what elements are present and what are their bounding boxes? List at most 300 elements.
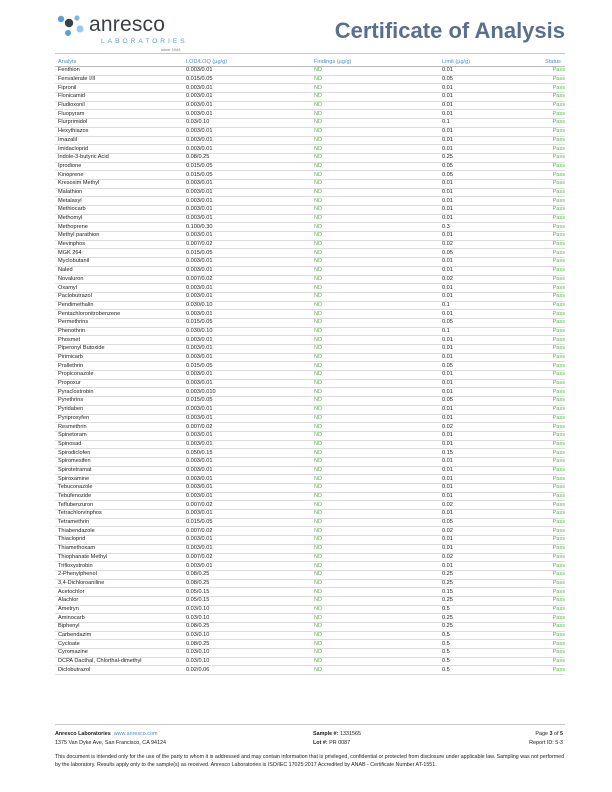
limit-cell: 0.02 <box>439 501 542 510</box>
table-row <box>55 162 565 171</box>
status-cell: Pass <box>542 466 565 475</box>
findings-cell: ND <box>311 153 439 162</box>
table-row <box>55 640 565 649</box>
limit-cell: 0.01 <box>439 475 542 484</box>
status-cell: Pass <box>542 596 565 605</box>
lod-loq-cell: 0.007/0.02 <box>183 527 311 536</box>
analyte-cell: MGK 264 <box>55 249 183 258</box>
table-row <box>55 623 565 632</box>
findings-cell: ND <box>311 588 439 597</box>
table-row <box>55 292 565 301</box>
limit-cell: 0.5 <box>439 640 542 649</box>
lod-loq-cell: 0.08/0.25 <box>183 623 311 632</box>
findings-cell: ND <box>311 510 439 519</box>
table-row <box>55 414 565 423</box>
findings-cell: ND <box>311 640 439 649</box>
analyte-cell: Tetrachlorvinphos <box>55 510 183 519</box>
table-row <box>55 379 565 388</box>
column-header-analyte: Analyte <box>58 59 77 65</box>
table-row <box>55 145 565 154</box>
table-row <box>55 440 565 449</box>
limit-cell: 0.01 <box>439 127 542 136</box>
lod-loq-cell: 0.003/0.01 <box>183 405 311 414</box>
table-row <box>55 501 565 510</box>
table-row <box>55 232 565 241</box>
limit-cell: 0.01 <box>439 484 542 493</box>
findings-cell: ND <box>311 223 439 232</box>
table-row <box>55 119 565 128</box>
analyte-cell: Fenvalerate I/II <box>55 75 183 84</box>
findings-cell: ND <box>311 562 439 571</box>
status-cell: Pass <box>542 318 565 327</box>
status-cell: Pass <box>542 327 565 336</box>
lod-loq-cell: 0.030/0.10 <box>183 327 311 336</box>
column-header-status: Status <box>545 59 561 65</box>
lod-loq-cell: 0.08/0.25 <box>183 153 311 162</box>
limit-cell: 0.01 <box>439 388 542 397</box>
limit-cell: 0.01 <box>439 136 542 145</box>
analyte-cell: Cyromazine <box>55 649 183 658</box>
findings-cell: ND <box>311 110 439 119</box>
limit-cell: 0.01 <box>439 336 542 345</box>
page-title: Certificate of Analysis <box>334 18 565 43</box>
limit-cell: 0.01 <box>439 562 542 571</box>
lod-loq-cell: 0.015/0.05 <box>183 318 311 327</box>
lod-loq-cell: 0.003/0.01 <box>183 110 311 119</box>
status-cell: Pass <box>542 579 565 588</box>
lod-loq-cell: 0.003/0.01 <box>183 214 311 223</box>
analyte-cell: Methiocarb <box>55 206 183 215</box>
limit-cell: 0.01 <box>439 258 542 267</box>
findings-cell: ND <box>311 171 439 180</box>
analyte-cell: Spinetoram <box>55 431 183 440</box>
table-row <box>55 153 565 162</box>
findings-cell: ND <box>311 501 439 510</box>
analyte-cell: Kinoprene <box>55 171 183 180</box>
status-cell: Pass <box>542 492 565 501</box>
table-row <box>55 536 565 545</box>
findings-cell: ND <box>311 162 439 171</box>
status-cell: Pass <box>542 136 565 145</box>
limit-cell: 0.05 <box>439 518 542 527</box>
analyte-cell: Propiconazole <box>55 371 183 380</box>
table-row <box>55 197 565 206</box>
table-row <box>55 657 565 666</box>
analyte-cell: Naled <box>55 266 183 275</box>
analyte-cell: Flonicamid <box>55 93 183 102</box>
column-header-findings: Findings (µg/g) <box>314 59 352 65</box>
table-row <box>55 605 565 614</box>
status-cell: Pass <box>542 101 565 110</box>
findings-cell: ND <box>311 596 439 605</box>
status-cell: Pass <box>542 93 565 102</box>
limit-cell: 0.01 <box>439 379 542 388</box>
lod-loq-cell: 0.003/0.01 <box>183 510 311 519</box>
analyte-cell: Phosmet <box>55 336 183 345</box>
table-row <box>55 423 565 432</box>
table-row <box>55 136 565 145</box>
status-cell: Pass <box>542 423 565 432</box>
limit-cell: 0.02 <box>439 275 542 284</box>
table-row <box>55 67 565 76</box>
footer-lab-info <box>55 730 166 748</box>
lod-loq-cell: 0.03/0.10 <box>183 649 311 658</box>
status-cell: Pass <box>542 353 565 362</box>
lod-loq-cell: 0.08/0.25 <box>183 570 311 579</box>
lod-loq-cell: 0.003/0.01 <box>183 440 311 449</box>
table-row <box>55 249 565 258</box>
findings-cell: ND <box>311 284 439 293</box>
findings-cell: ND <box>311 362 439 371</box>
table-row <box>55 240 565 249</box>
analyte-cell: Thiabendazole <box>55 527 183 536</box>
status-cell: Pass <box>542 179 565 188</box>
findings-cell: ND <box>311 119 439 128</box>
table-row <box>55 110 565 119</box>
table-row <box>55 93 565 102</box>
analyte-cell: Pirimicarb <box>55 353 183 362</box>
limit-cell: 0.05 <box>439 171 542 180</box>
status-cell: Pass <box>542 657 565 666</box>
analyte-cell: Spiromesifen <box>55 457 183 466</box>
status-cell: Pass <box>542 614 565 623</box>
analyte-cell: Myclobutanil <box>55 258 183 267</box>
status-cell: Pass <box>542 188 565 197</box>
lod-loq-cell: 0.003/0.01 <box>183 475 311 484</box>
findings-cell: ND <box>311 301 439 310</box>
analyte-cell: Prallethrin <box>55 362 183 371</box>
limit-cell: 0.5 <box>439 649 542 658</box>
status-cell: Pass <box>542 640 565 649</box>
table-row <box>55 397 565 406</box>
limit-cell: 0.1 <box>439 327 542 336</box>
footer-sample-info <box>313 730 361 748</box>
findings-cell: ND <box>311 127 439 136</box>
findings-cell: ND <box>311 553 439 562</box>
lod-loq-cell: 0.003/0.01 <box>183 457 311 466</box>
lod-loq-cell: 0.003/0.01 <box>183 536 311 545</box>
analyte-cell: Kresoxim Methyl <box>55 179 183 188</box>
limit-cell: 0.25 <box>439 614 542 623</box>
findings-cell: ND <box>311 275 439 284</box>
analyte-cell: Hexythiazox <box>55 127 183 136</box>
analyte-cell: Spirotetramat <box>55 466 183 475</box>
analyte-cell: Fipronil <box>55 84 183 93</box>
table-row <box>55 614 565 623</box>
lod-loq-cell: 0.003/0.01 <box>183 206 311 215</box>
lod-loq-cell: 0.05/0.15 <box>183 596 311 605</box>
analyte-cell: DCPA Dacthal, Chlorthal-dimethyl <box>55 657 183 666</box>
lod-loq-cell: 0.003/0.01 <box>183 310 311 319</box>
findings-cell: ND <box>311 614 439 623</box>
findings-cell: ND <box>311 536 439 545</box>
status-cell: Pass <box>542 440 565 449</box>
table-header-row <box>55 58 565 67</box>
findings-cell: ND <box>311 649 439 658</box>
analyte-cell: Imidacloprid <box>55 145 183 154</box>
analyte-cell: Diclobutrazol <box>55 666 183 675</box>
table-row <box>55 588 565 597</box>
limit-cell: 0.02 <box>439 527 542 536</box>
lod-loq-cell: 0.003/0.01 <box>183 562 311 571</box>
lod-loq-cell: 0.003/0.01 <box>183 371 311 380</box>
status-cell: Pass <box>542 67 565 76</box>
status-cell: Pass <box>542 171 565 180</box>
table-row <box>55 449 565 458</box>
limit-cell: 0.01 <box>439 179 542 188</box>
findings-cell: ND <box>311 623 439 632</box>
status-cell: Pass <box>542 345 565 354</box>
status-cell: Pass <box>542 162 565 171</box>
findings-cell: ND <box>311 379 439 388</box>
sample-number: 1331565 <box>339 731 361 737</box>
lod-loq-cell: 0.003/0.01 <box>183 101 311 110</box>
findings-cell: ND <box>311 84 439 93</box>
limit-cell: 0.01 <box>439 232 542 241</box>
limit-cell: 0.01 <box>439 93 542 102</box>
table-row <box>55 101 565 110</box>
status-cell: Pass <box>542 631 565 640</box>
status-cell: Pass <box>542 240 565 249</box>
lod-loq-cell: 0.003/0.01 <box>183 127 311 136</box>
findings-cell: ND <box>311 475 439 484</box>
analyte-cell: Pentachloronitrobenzene <box>55 310 183 319</box>
limit-cell: 0.01 <box>439 188 542 197</box>
limit-cell: 0.01 <box>439 544 542 553</box>
limit-cell: 0.01 <box>439 266 542 275</box>
limit-cell: 0.25 <box>439 570 542 579</box>
lod-loq-cell: 0.015/0.05 <box>183 397 311 406</box>
findings-cell: ND <box>311 371 439 380</box>
analyte-cell: Biphenyl <box>55 623 183 632</box>
lod-loq-cell: 0.02/0.06 <box>183 666 311 675</box>
table-row <box>55 84 565 93</box>
limit-cell: 0.25 <box>439 153 542 162</box>
findings-cell: ND <box>311 249 439 258</box>
status-cell: Pass <box>542 379 565 388</box>
status-cell: Pass <box>542 388 565 397</box>
lod-loq-cell: 0.007/0.02 <box>183 240 311 249</box>
limit-cell: 0.02 <box>439 423 542 432</box>
analyte-cell: Thiamethoxam <box>55 544 183 553</box>
lod-loq-cell: 0.03/0.10 <box>183 605 311 614</box>
table-row <box>55 327 565 336</box>
analyte-cell: Spinosad <box>55 440 183 449</box>
limit-cell: 0.25 <box>439 596 542 605</box>
analyte-cell: Teflubenzuron <box>55 501 183 510</box>
table-row <box>55 553 565 562</box>
limit-cell: 0.05 <box>439 397 542 406</box>
limit-cell: 0.5 <box>439 657 542 666</box>
page-total: 5 <box>560 731 563 737</box>
status-cell: Pass <box>542 666 565 675</box>
analyte-cell: Mevinphos <box>55 240 183 249</box>
table-row <box>55 301 565 310</box>
footer-divider <box>55 724 565 725</box>
status-cell: Pass <box>542 588 565 597</box>
lod-loq-cell: 0.003/0.01 <box>183 197 311 206</box>
status-cell: Pass <box>542 197 565 206</box>
status-cell: Pass <box>542 475 565 484</box>
table-row <box>55 371 565 380</box>
limit-cell: 0.15 <box>439 449 542 458</box>
limit-cell: 0.01 <box>439 292 542 301</box>
limit-cell: 0.25 <box>439 579 542 588</box>
table-row <box>55 266 565 275</box>
findings-cell: ND <box>311 179 439 188</box>
table-row <box>55 310 565 319</box>
limit-cell: 0.01 <box>439 310 542 319</box>
analyte-cell: Carbendazim <box>55 631 183 640</box>
limit-cell: 0.01 <box>439 345 542 354</box>
table-row <box>55 666 565 675</box>
analyte-cell: Propoxur <box>55 379 183 388</box>
sample-label: Sample #: <box>313 731 339 737</box>
lod-loq-cell: 0.03/0.10 <box>183 631 311 640</box>
analyte-cell: Pyraclostrobin <box>55 388 183 397</box>
lod-loq-cell: 0.100/0.30 <box>183 223 311 232</box>
table-row <box>55 631 565 640</box>
analyte-cell: Ametryn <box>55 605 183 614</box>
status-cell: Pass <box>542 605 565 614</box>
findings-cell: ND <box>311 214 439 223</box>
limit-cell: 0.01 <box>439 67 542 76</box>
status-cell: Pass <box>542 336 565 345</box>
status-cell: Pass <box>542 310 565 319</box>
table-row <box>55 318 565 327</box>
status-cell: Pass <box>542 518 565 527</box>
limit-cell: 0.1 <box>439 301 542 310</box>
footer-website-link[interactable]: www.anresco.com <box>113 731 158 737</box>
findings-cell: ND <box>311 414 439 423</box>
analyte-cell: Malathion <box>55 188 183 197</box>
analyte-cell: Piperonyl Butoxide <box>55 345 183 354</box>
status-cell: Pass <box>542 301 565 310</box>
logo-since: since 1943 <box>161 47 181 52</box>
page-prefix: Page <box>535 731 548 737</box>
lod-loq-cell: 0.003/0.01 <box>183 188 311 197</box>
table-row <box>55 405 565 414</box>
status-cell: Pass <box>542 232 565 241</box>
status-cell: Pass <box>542 119 565 128</box>
findings-cell: ND <box>311 240 439 249</box>
analyte-cell: Methoprene <box>55 223 183 232</box>
page-current: 3 <box>549 731 553 737</box>
table-row <box>55 466 565 475</box>
table-row <box>55 214 565 223</box>
findings-cell: ND <box>311 605 439 614</box>
table-row <box>55 518 565 527</box>
status-cell: Pass <box>542 214 565 223</box>
table-row <box>55 492 565 501</box>
analyte-cell: Trifloxystrobin <box>55 562 183 571</box>
status-cell: Pass <box>542 527 565 536</box>
analyte-cell: Pyridaben <box>55 405 183 414</box>
table-row <box>55 596 565 605</box>
findings-cell: ND <box>311 544 439 553</box>
findings-cell: ND <box>311 492 439 501</box>
table-row <box>55 484 565 493</box>
findings-cell: ND <box>311 518 439 527</box>
lod-loq-cell: 0.003/0.01 <box>183 232 311 241</box>
analyte-cell: Novaluron <box>55 275 183 284</box>
analyte-cell: Fludioxonil <box>55 101 183 110</box>
lod-loq-cell: 0.015/0.05 <box>183 249 311 258</box>
lot-label: Lot #: <box>313 740 328 746</box>
status-cell: Pass <box>542 292 565 301</box>
findings-cell: ND <box>311 449 439 458</box>
status-cell: Pass <box>542 649 565 658</box>
limit-cell: 0.01 <box>439 101 542 110</box>
limit-cell: 0.02 <box>439 240 542 249</box>
logo-dots-icon <box>55 12 91 42</box>
table-row <box>55 75 565 84</box>
findings-cell: ND <box>311 67 439 76</box>
table-row <box>55 388 565 397</box>
limit-cell: 0.01 <box>439 145 542 154</box>
lod-loq-cell: 0.015/0.05 <box>183 171 311 180</box>
table-row <box>55 179 565 188</box>
status-cell: Pass <box>542 258 565 267</box>
lod-loq-cell: 0.05/0.15 <box>183 588 311 597</box>
analyte-cell: Methyl parathion <box>55 232 183 241</box>
analyte-cell: Spirodiclofen <box>55 449 183 458</box>
analyte-cell: Acetochlor <box>55 588 183 597</box>
status-cell: Pass <box>542 397 565 406</box>
table-row <box>55 206 565 215</box>
table-row <box>55 510 565 519</box>
status-cell: Pass <box>542 223 565 232</box>
table-row <box>55 275 565 284</box>
analyte-cell: Oxamyl <box>55 284 183 293</box>
status-cell: Pass <box>542 570 565 579</box>
lod-loq-cell: 0.08/0.25 <box>183 579 311 588</box>
analyte-cell: Permethrins <box>55 318 183 327</box>
lod-loq-cell: 0.003/0.01 <box>183 544 311 553</box>
findings-cell: ND <box>311 136 439 145</box>
table-row <box>55 579 565 588</box>
limit-cell: 0.01 <box>439 110 542 119</box>
findings-cell: ND <box>311 93 439 102</box>
limit-cell: 0.01 <box>439 353 542 362</box>
findings-cell: ND <box>311 266 439 275</box>
lod-loq-cell: 0.015/0.05 <box>183 518 311 527</box>
findings-cell: ND <box>311 101 439 110</box>
table-row <box>55 171 565 180</box>
status-cell: Pass <box>542 206 565 215</box>
limit-cell: 0.25 <box>439 623 542 632</box>
limit-cell: 0.01 <box>439 414 542 423</box>
limit-cell: 0.01 <box>439 536 542 545</box>
status-cell: Pass <box>542 127 565 136</box>
lod-loq-cell: 0.007/0.02 <box>183 275 311 284</box>
limit-cell: 0.01 <box>439 214 542 223</box>
lod-loq-cell: 0.003/0.01 <box>183 345 311 354</box>
limit-cell: 0.01 <box>439 457 542 466</box>
analyte-cell: Pyriproxyfen <box>55 414 183 423</box>
lod-loq-cell: 0.050/0.15 <box>183 449 311 458</box>
table-row <box>55 649 565 658</box>
lod-loq-cell: 0.030/0.10 <box>183 301 311 310</box>
status-cell: Pass <box>542 84 565 93</box>
status-cell: Pass <box>542 623 565 632</box>
limit-cell: 0.01 <box>439 284 542 293</box>
status-cell: Pass <box>542 405 565 414</box>
table-row <box>55 258 565 267</box>
lod-loq-cell: 0.003/0.01 <box>183 284 311 293</box>
findings-cell: ND <box>311 388 439 397</box>
limit-cell: 0.5 <box>439 605 542 614</box>
